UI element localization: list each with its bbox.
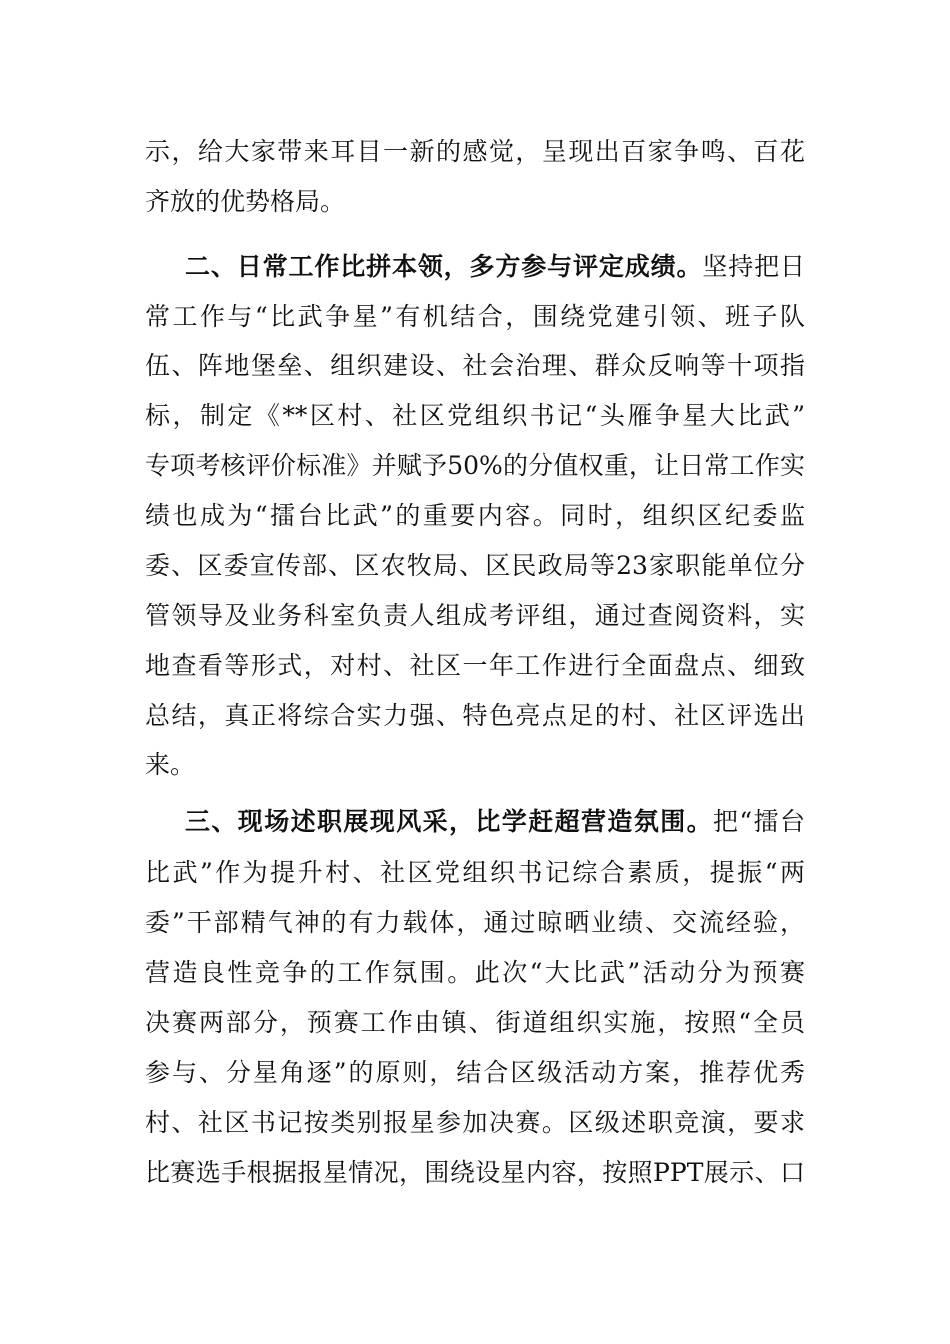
paragraph-3-first-line [185, 802, 805, 842]
paragraph-2-line: 常工作与“比武争星”有机结合，围绕党建引领、班子队 [145, 302, 805, 331]
paragraph-3-line: 营造良性竞争的工作氛围。此次“大比武”活动分为预赛 [145, 958, 805, 987]
paragraph-2-line: 总结，真正将综合实力强、特色亮点足的村、社区评选出 [145, 701, 805, 730]
paragraph-2-line: 伍、阵地堡垒、组织建设、社会治理、群众反响等十项指 [145, 351, 805, 380]
paragraph-2-heading: 二、日常工作比拼本领，多方参与评定成绩。 [185, 252, 703, 281]
paragraph-2-first-line [185, 247, 805, 287]
paragraph-2-line: 绩也成为“擂台比武”的重要内容。同时，组织区纪委监 [145, 501, 805, 530]
paragraph-3-line: 比赛选手根据报星情况，围绕设星内容，按照PPT展示、口 [145, 1158, 805, 1187]
paragraph-2-line: 标，制定《**区村、社区党组织书记“头雁争星大比武” [145, 401, 805, 430]
paragraph-3-line: 村、社区书记按类别报星参加决赛。区级述职竞演，要求 [145, 1108, 805, 1137]
paragraph-3-line: 委”干部精气神的有力载体，通过晾晒业绩、交流经验， [145, 908, 805, 937]
paragraph-3-line: 参与、分星角逐”的原则，结合区级活动方案，推荐优秀 [145, 1058, 805, 1087]
paragraph-2-line: 地查看等形式，对村、社区一年工作进行全面盘点、细致 [145, 651, 805, 680]
paragraph-1-line-2: 齐放的优势格局。 [145, 187, 346, 216]
paragraph-2-first-line-rest: 坚持把日 [702, 252, 805, 281]
paragraph-3-line: 比武”作为提升村、社区党组织书记综合素质，提振“两 [145, 858, 805, 887]
paragraph-2-line: 来。 [145, 750, 196, 779]
paragraph-3-heading: 三、现场述职展现风采，比学赶超营造氛围。 [185, 807, 714, 836]
paragraph-3-line: 决赛两部分，预赛工作由镇、街道组织实施，按照“全员 [145, 1008, 805, 1037]
paragraph-2-line: 委、区委宣传部、区农牧局、区民政局等23家职能单位分 [145, 551, 805, 580]
paragraph-3-first-line-rest: 把“擂台 [713, 807, 805, 836]
paragraph-2-line: 管领导及业务科室负责人组成考评组，通过查阅资料，实 [145, 601, 805, 630]
paragraph-2-line: 专项考核评价标准》并赋予50%的分值权重，让日常工作实 [145, 451, 805, 480]
paragraph-1-line-1: 示，给大家带来耳目一新的感觉，呈现出百家争鸣、百花 [145, 137, 805, 166]
